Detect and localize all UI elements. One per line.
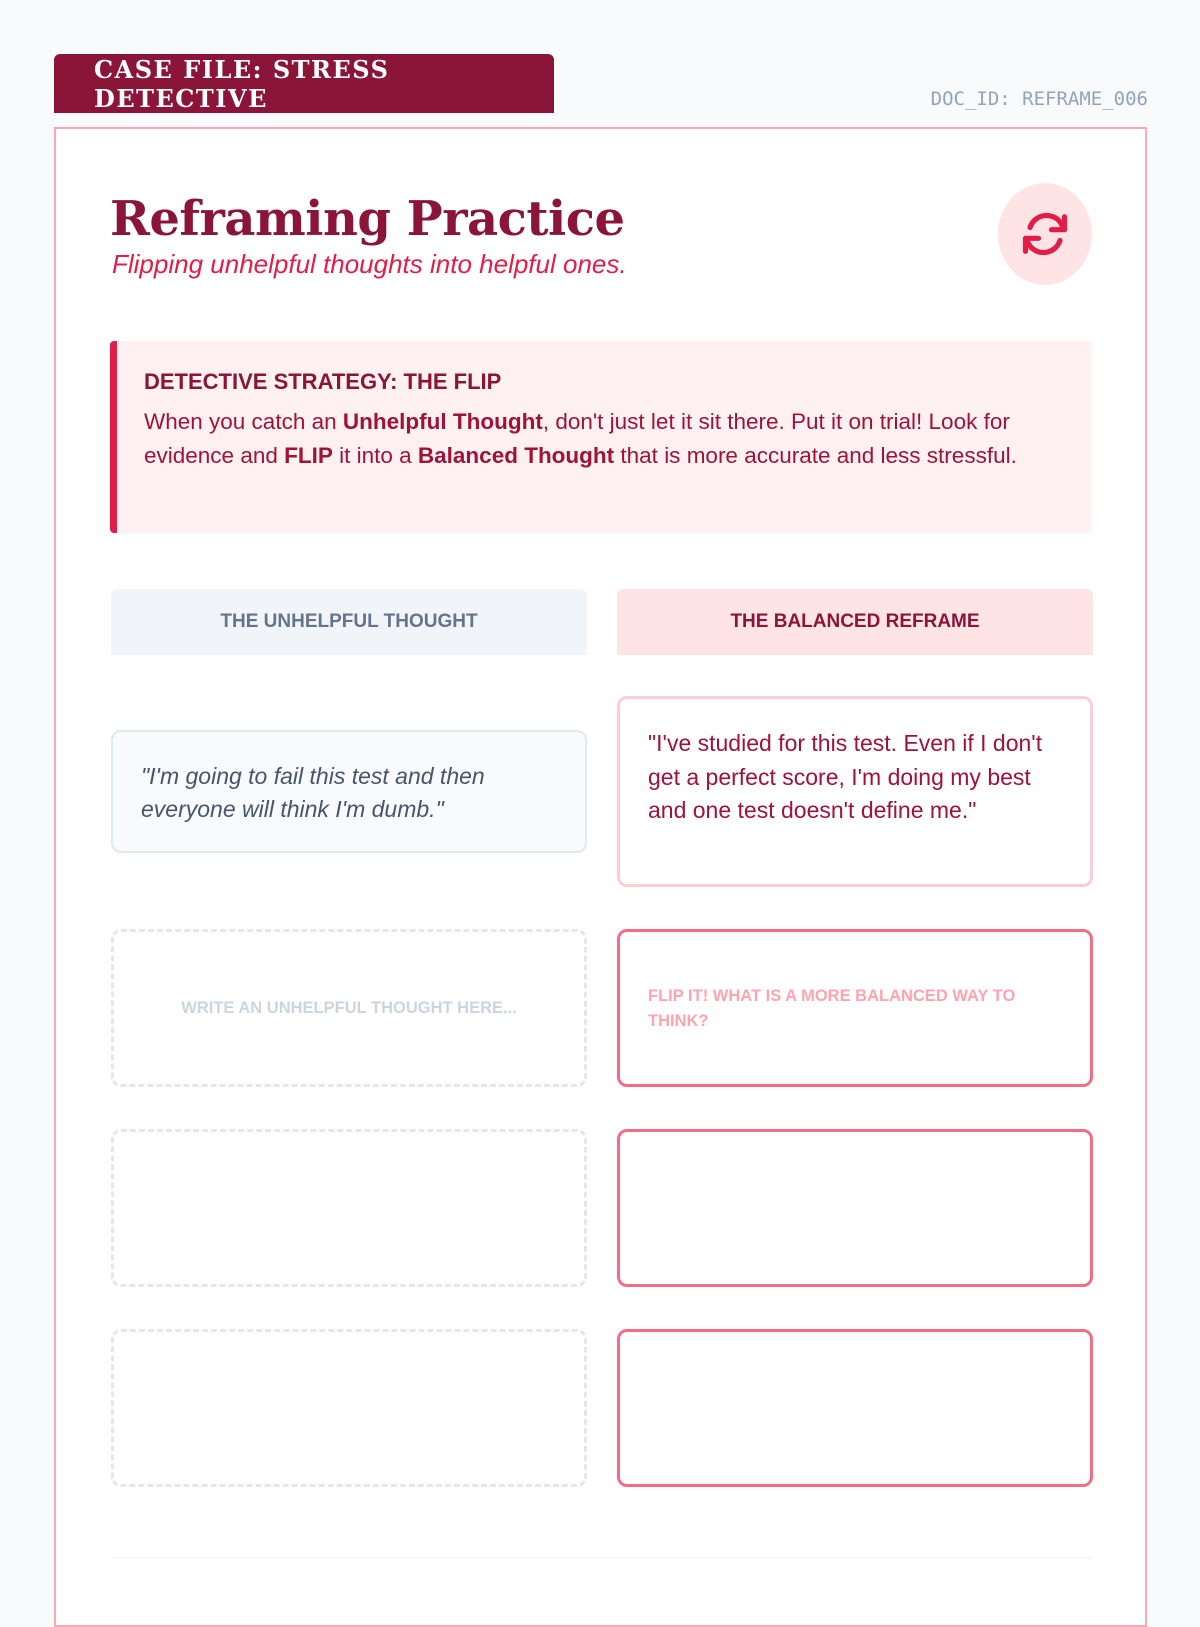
balanced-reframe-input-1[interactable] (617, 929, 1093, 1087)
unhelpful-column-header: THE UNHELPFUL THOUGHT (111, 589, 587, 655)
balanced-column-header: THE BALANCED REFRAME (617, 589, 1093, 655)
example-unhelpful-thought: "I'm going to fail this test and then everyone will think I'm dumb." (111, 730, 587, 853)
strategy-body (144, 405, 1064, 472)
doc-id: DOC_ID: REFRAME_006 (930, 88, 1148, 110)
page-subtitle: Flipping unhelpful thoughts into helpful ones. (112, 249, 627, 279)
strategy-callout (110, 341, 1092, 533)
strategy-keyword: Unhelpful Thought (342, 409, 543, 434)
worksheet (54, 127, 1147, 1627)
refresh-icon (1019, 208, 1071, 260)
strategy-text: , don't just let it sit there. Put it on trial! Look for evidence and (144, 409, 1010, 468)
refresh-button[interactable] (998, 183, 1092, 285)
unhelpful-placeholder: WRITE AN UNHELPFUL THOUGHT HERE... (181, 998, 517, 1017)
unhelpful-thought-input-2[interactable] (111, 1129, 587, 1287)
footer-divider (110, 1557, 1092, 1558)
balanced-placeholder: FLIP IT! WHAT IS A MORE BALANCED WAY TO THINK? (648, 987, 1016, 1030)
strategy-text: it into a (332, 442, 418, 468)
example-balanced-reframe: "I've studied for this test. Even if I don't get a perfect score, I'm doing my best and one test doesn't define me." (617, 696, 1093, 887)
unhelpful-thought-input-1[interactable] (111, 929, 587, 1087)
strategy-keyword: FLIP (284, 442, 333, 468)
strategy-keyword: Balanced Thought (417, 442, 615, 468)
balanced-reframe-input-2[interactable] (617, 1129, 1093, 1287)
strategy-text: When you catch an (144, 409, 343, 434)
balanced-reframe-input-3[interactable] (617, 1329, 1093, 1487)
strategy-text: that is more accurate and less stressful. (614, 442, 1017, 468)
strategy-heading: DETECTIVE STRATEGY: THE FLIP (144, 369, 502, 394)
case-file-tab: CASE FILE: STRESS DETECTIVE (54, 54, 554, 113)
unhelpful-thought-input-3[interactable] (111, 1329, 587, 1487)
page-title: Reframing Practice (110, 191, 625, 247)
